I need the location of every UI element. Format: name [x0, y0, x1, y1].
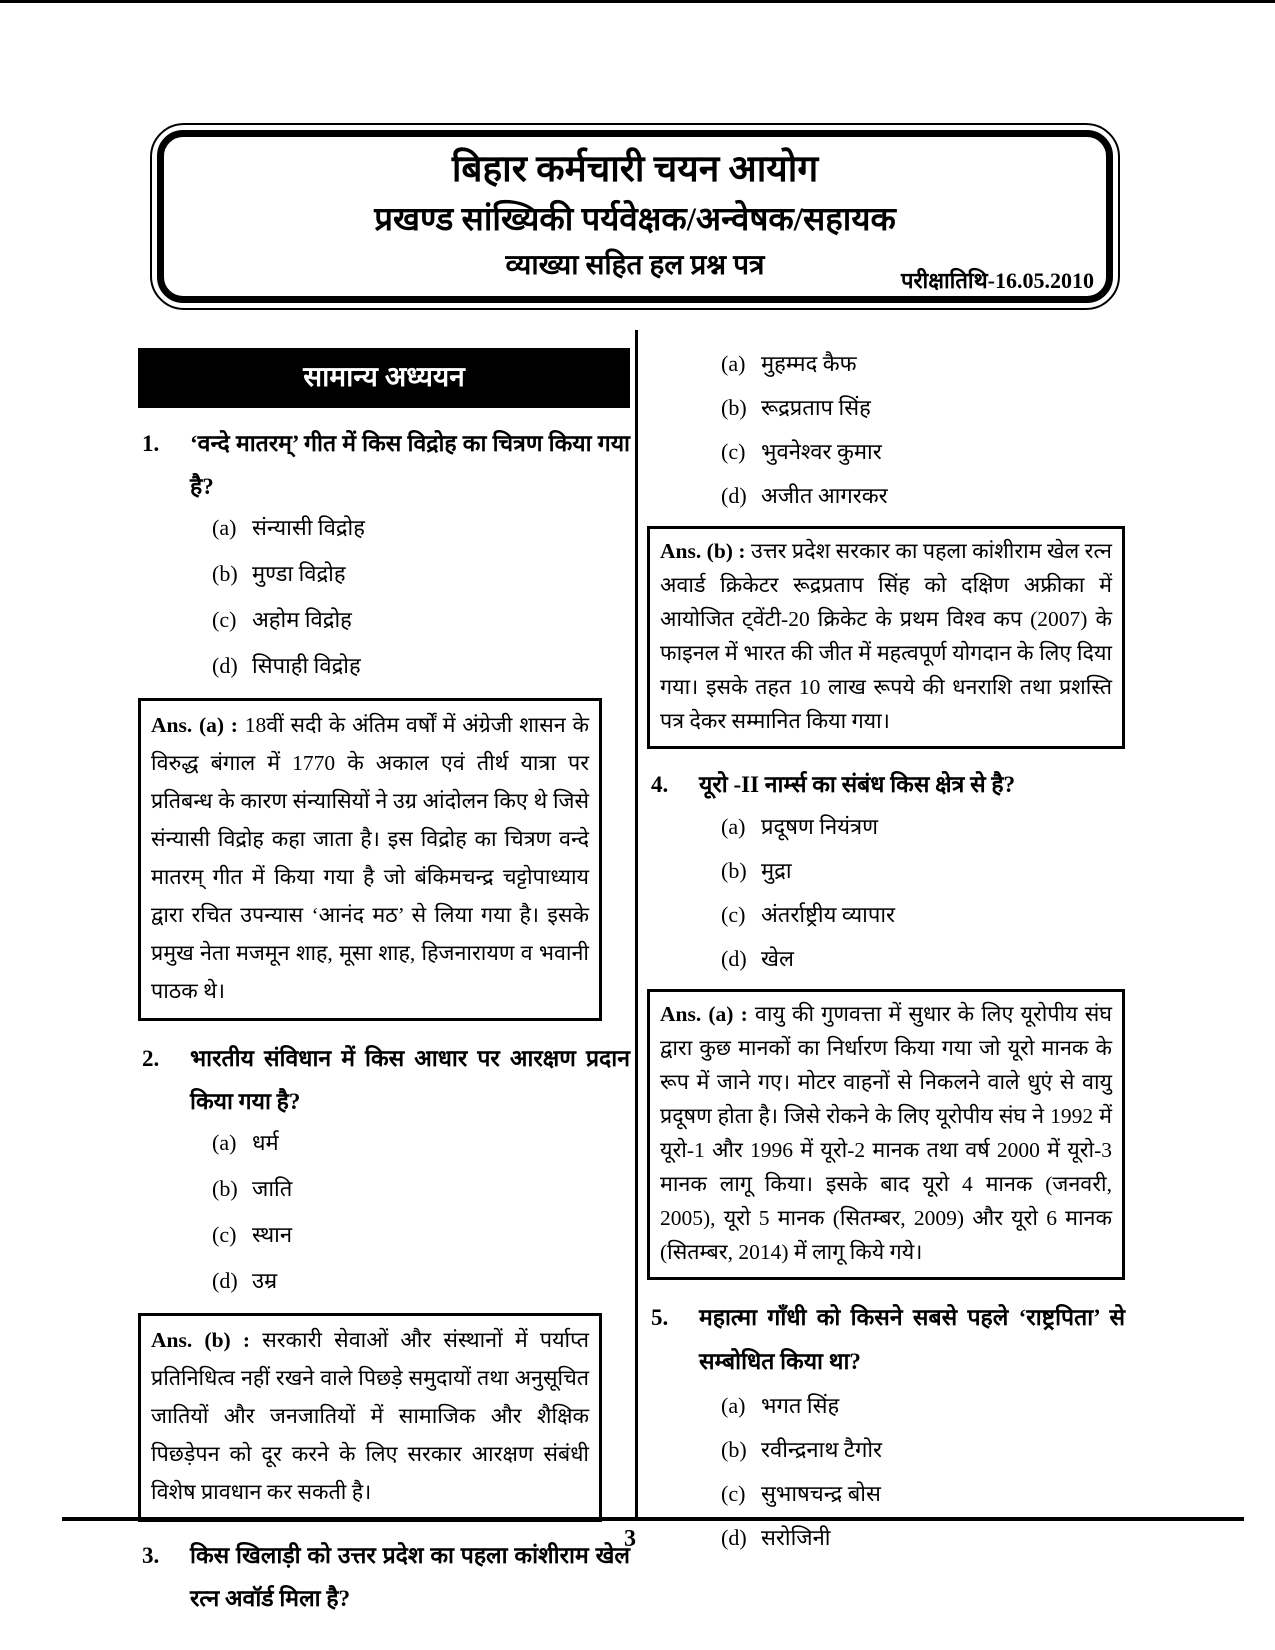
question-4-text: यूरो -II नार्म्स का संबंध किस क्षेत्र से है? [699, 772, 1016, 797]
question-2-options [138, 1129, 630, 1294]
question-2-option-c [138, 1221, 630, 1248]
question-5 [647, 1296, 1125, 1384]
option-text: संन्यासी विद्रोह [252, 515, 365, 540]
question-3-option-a [647, 350, 1125, 377]
option-label: (a) [721, 814, 746, 839]
question-5-option-a [647, 1392, 1125, 1419]
option-label: (c) [212, 607, 237, 632]
paper-subtitle: व्याख्या सहित हल प्रश्न पत्र [505, 250, 765, 281]
question-1 [138, 422, 630, 508]
question-1-option-b [138, 560, 630, 587]
option-label: (c) [721, 1481, 746, 1506]
option-label: (a) [721, 1393, 746, 1418]
header-inner-border [157, 130, 1113, 303]
commission-title: बिहार कर्मचारी चयन आयोग [451, 149, 819, 190]
question-5-option-c [647, 1480, 1125, 1507]
option-text: भगत सिंह [761, 1393, 840, 1418]
option-label: (d) [721, 1525, 747, 1550]
option-label: (d) [212, 1268, 238, 1293]
question-4-option-d [647, 945, 1125, 972]
option-text: खेल [761, 946, 794, 971]
question-1-number: 1. [142, 431, 160, 456]
question-2-number: 2. [142, 1046, 160, 1071]
answer-2-text: सरकारी सेवाओं और संस्थानों में पर्याप्त प्रतिनिधित्व नहीं रखने वाले पिछड़े समुदायों तथा अनुसूचित जातियों और जनजातियों में सामाजिक और शैक्षिक पिछड़ेपन को दूर करने के लिए सरकार आरक्षण संबंधी विशेष प्रावधान कर सकती है। [151, 1328, 589, 1504]
option-text: सिपाही विद्रोह [252, 653, 361, 678]
column-divider [635, 330, 638, 1518]
question-3-text: किस खिलाड़ी को उत्तर प्रदेश का पहला कांशीराम खेल रत्न अवॉर्ड मिला है? [190, 1543, 630, 1611]
answer-2-label: Ans. (b) : [151, 1328, 263, 1352]
option-text: सुभाषचन्द्र बोस [761, 1481, 881, 1506]
question-5-options [647, 1392, 1125, 1551]
option-label: (c) [721, 439, 746, 464]
question-2 [138, 1037, 630, 1123]
header-box [150, 123, 1120, 310]
answer-4-box [647, 989, 1125, 1280]
option-label: (c) [721, 902, 746, 927]
question-5-text: महात्मा गाँधी को किसने सबसे पहले ‘राष्ट्रपिता’ से सम्बोधित किया था? [699, 1305, 1125, 1374]
option-text: मुहम्मद कैफ [761, 351, 857, 376]
question-3-options [647, 350, 1125, 509]
section-heading: सामान्य अध्ययन [138, 348, 630, 408]
question-4-option-c [647, 901, 1125, 928]
option-text: भुवनेश्वर कुमार [761, 439, 882, 464]
question-5-option-b [647, 1436, 1125, 1463]
answer-3-text: उत्तर प्रदेश सरकार का पहला कांशीराम खेल रत्न अवार्ड क्रिकेटर रूद्रप्रताप सिंह को दक्षिण अफ्रीका में आयोजित ट्वेंटी-20 क्रिकेट के प्रथम विश्व कप (2007) के फाइनल में भारत की जीत में महत्वपूर्ण योगदान के लिए दिया गया। इसके तहत 10 लाख रूपये की धनराशि तथा प्रशस्ति पत्र देकर सम्मानित किया गया। [660, 539, 1112, 733]
question-3-option-c [647, 438, 1125, 465]
question-4-option-a [647, 813, 1125, 840]
question-1-text: ‘वन्दे मातरम्’ गीत में किस विद्रोह का चित्रण किया गया है? [190, 431, 630, 499]
option-text: स्थान [252, 1222, 293, 1247]
exam-date: परीक्षातिथि-16.05.2010 [901, 268, 1094, 293]
footer-rule [62, 1517, 1244, 1521]
option-text: सरोजिनी [761, 1525, 831, 1550]
question-3-option-b [647, 394, 1125, 421]
question-4-options [647, 813, 1125, 972]
question-5-option-d [647, 1524, 1125, 1551]
option-text: जाति [252, 1176, 293, 1201]
option-label: (b) [212, 1176, 238, 1201]
two-column-layout [138, 330, 1128, 1611]
option-label: (b) [721, 858, 747, 883]
option-label: (b) [212, 561, 238, 586]
option-text: अंतर्राष्ट्रीय व्यापार [761, 902, 896, 927]
option-label: (c) [212, 1222, 237, 1247]
left-column [138, 330, 630, 1620]
question-3 [138, 1534, 630, 1620]
option-text: मुण्डा विद्रोह [252, 561, 346, 586]
option-text: धर्म [252, 1130, 279, 1155]
question-1-option-d [138, 652, 630, 679]
question-3-number: 3. [142, 1543, 160, 1568]
option-label: (b) [721, 395, 747, 420]
question-1-option-a [138, 514, 630, 541]
answer-3-box [647, 526, 1125, 749]
option-text: अहोम विद्रोह [252, 607, 352, 632]
answer-2-box [138, 1313, 602, 1522]
question-4-option-b [647, 857, 1125, 884]
question-5-number: 5. [651, 1305, 669, 1330]
question-1-option-c [138, 606, 630, 633]
option-text: रवीन्द्रनाथ टैगोर [761, 1437, 883, 1462]
question-1-options [138, 514, 630, 679]
option-label: (d) [212, 653, 238, 678]
option-label: (a) [212, 1130, 237, 1155]
question-3-option-d [647, 482, 1125, 509]
option-label: (d) [721, 483, 747, 508]
answer-3-label: Ans. (b) : [660, 539, 752, 563]
option-label: (d) [721, 946, 747, 971]
answer-4-text: वायु की गुणवत्ता में सुधार के लिए यूरोपीय संघ द्वारा कुछ मानकों का निर्धारण किया गया जो यूरो मानक के रूप में जाने गए। मोटर वाहनों से निकलने वाले धुएं से वायु प्रदूषण होता है। जिसे रोकने के लिए यूरोपीय संघ ने 1992 में यूरो-1 और 1996 में यूरो-2 मानक तथा वर्ष 2000 में यूरो-3 मानक लागू किया। इसके बाद यूरो 4 मानक (जनवरी, 2005), यूरो 5 मानक (सितम्बर, 2009) और यूरो 6 मानक (सितम्बर, 2014) में लागू किये गये। [660, 1002, 1112, 1264]
answer-1-text: 18वीं सदी के अंतिम वर्षों में अंग्रेजी शासन के विरुद्ध बंगाल में 1770 के अकाल एवं तीर्थ यात्रा पर प्रतिबन्ध के कारण संन्यासियों ने उग्र आंदोलन किए थे जिसे संन्यासी विद्रोह कहा जाता है। इस विद्रोह का चित्रण वन्दे मातरम् गीत में किया गया है जो बंकिमचन्द्र चट्टोपाध्याय द्वारा रचित उपन्यास ‘आनंद मठ’ से लिया गया है। इसके प्रमुख नेता मजमून शाह, मूसा शाह, हिजनारायण व भवानी पाठक थे। [151, 713, 589, 1003]
answer-1-box [138, 698, 602, 1021]
option-text: अजीत आगरकर [761, 483, 888, 508]
question-4 [647, 763, 1125, 807]
option-label: (a) [721, 351, 746, 376]
answer-1-label: Ans. (a) : [151, 713, 245, 737]
option-text: प्रदूषण नियंत्रण [761, 814, 879, 839]
question-2-option-b [138, 1175, 630, 1202]
answer-4-label: Ans. (a) : [660, 1002, 755, 1026]
option-text: मुद्रा [761, 858, 792, 883]
option-label: (a) [212, 515, 237, 540]
option-text: उम्र [252, 1268, 278, 1293]
option-label: (b) [721, 1437, 747, 1462]
page-number: 3 [624, 1526, 636, 1552]
scan-edge-artifact [0, 0, 1275, 3]
post-title: प्रखण्ड सांख्यिकी पर्यवेक्षक/अन्वेषक/सहायक [374, 202, 896, 238]
question-2-option-a [138, 1129, 630, 1156]
question-2-text: भारतीय संविधान में किस आधार पर आरक्षण प्रदान किया गया है? [190, 1046, 630, 1114]
option-text: रूद्रप्रताप सिंह [761, 395, 871, 420]
question-4-number: 4. [651, 772, 669, 797]
question-2-option-d [138, 1267, 630, 1294]
right-column [647, 330, 1125, 1568]
